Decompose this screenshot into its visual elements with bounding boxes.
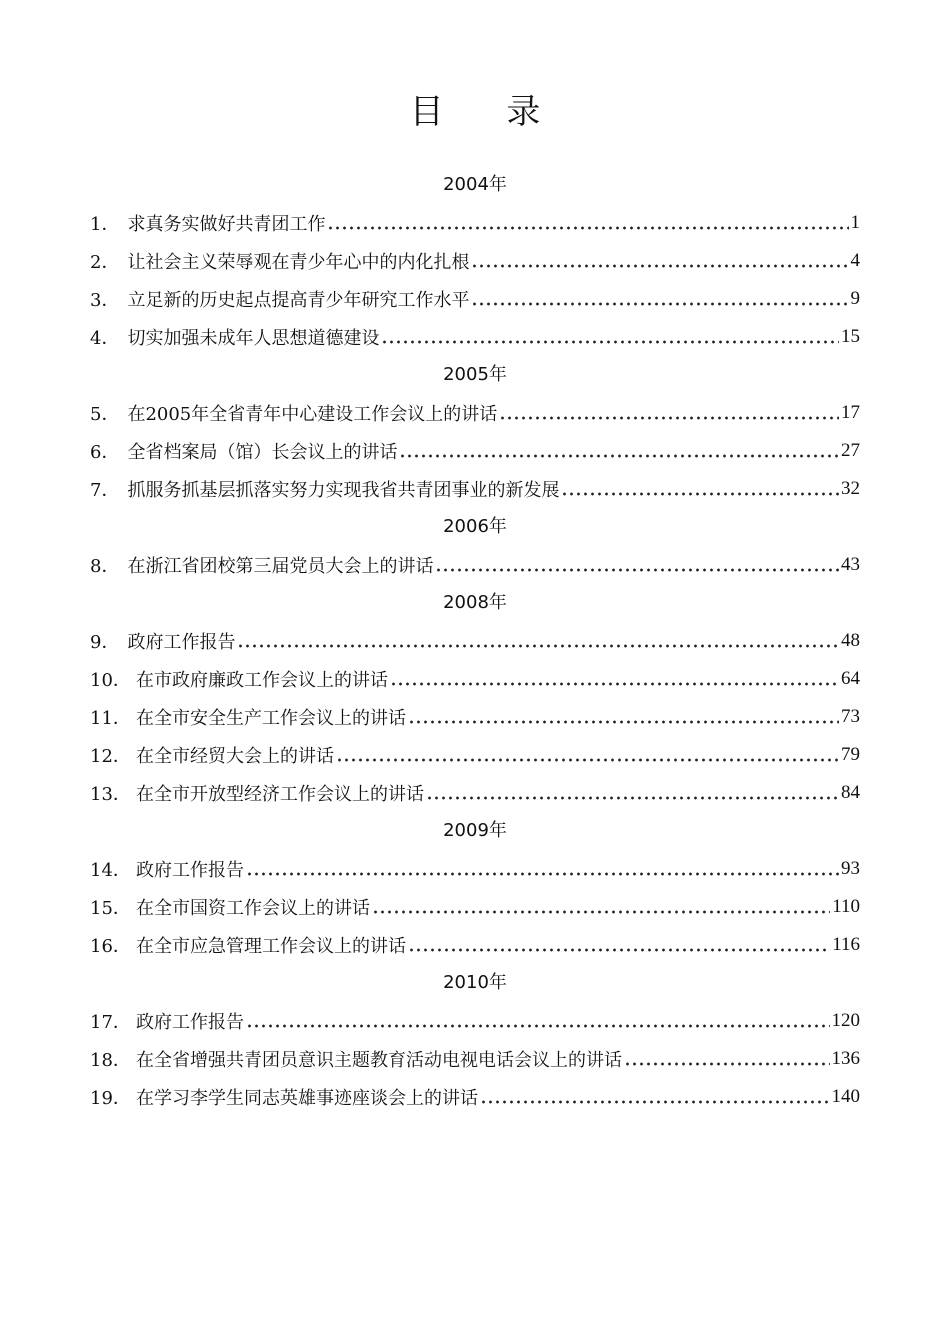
toc-entry[interactable]	[90, 774, 860, 812]
entry-number: 8．	[90, 556, 120, 577]
entry-number: 13．	[90, 784, 131, 805]
dot-leader	[471, 251, 848, 271]
toc-entry[interactable]	[90, 926, 860, 964]
entry-page-number: 116	[832, 934, 860, 955]
toc-entry[interactable]	[90, 888, 860, 926]
entry-title: 在全市经贸大会上的讲话	[136, 746, 334, 767]
entry-page-number: 15	[841, 326, 860, 347]
entry-number: 16．	[90, 936, 131, 957]
entry-title: 在全市安全生产工作会议上的讲话	[136, 708, 406, 729]
dot-leader	[246, 1011, 830, 1031]
entry-title: 全省档案局（馆）长会议上的讲话	[127, 442, 398, 463]
toc-entry[interactable]	[90, 1002, 860, 1040]
toc-entry[interactable]	[90, 280, 860, 318]
entry-page-number: 1	[850, 212, 860, 233]
entry-number: 9．	[90, 632, 120, 653]
entry-title: 在2005年全省青年中心建设工作会议上的讲话	[127, 404, 498, 425]
entry-title: 在全市国资工作会议上的讲话	[136, 898, 370, 919]
entry-title: 让社会主义荣辱观在青少年心中的内化扎根	[127, 252, 470, 273]
entry-title: 在全省增强共青团员意识主题教育活动电视电话会议上的讲话	[136, 1050, 622, 1071]
entry-number: 6．	[90, 442, 120, 463]
entry-number: 12．	[90, 746, 131, 767]
entry-page-number: 110	[832, 896, 860, 917]
entry-title: 抓服务抓基层抓落实努力实现我省共青团事业的新发展	[127, 480, 560, 501]
entry-title: 切实加强未成年人思想道德建设	[127, 328, 380, 349]
year-heading: 2004年	[443, 174, 507, 195]
toc-entry[interactable]	[90, 850, 860, 888]
entry-page-number: 120	[831, 1010, 860, 1031]
entry-number: 10．	[90, 670, 131, 691]
toc-entry[interactable]	[90, 698, 860, 736]
dot-leader	[408, 707, 839, 727]
entry-page-number: 93	[841, 858, 860, 879]
dot-leader	[399, 441, 839, 461]
dot-leader	[237, 631, 839, 651]
year-heading: 2005年	[443, 364, 507, 385]
entry-title: 政府工作报告	[136, 860, 244, 881]
toc-entry[interactable]	[90, 242, 860, 280]
entry-title: 求真务实做好共青团工作	[127, 214, 326, 235]
entry-page-number: 73	[841, 706, 860, 727]
entry-number: 2．	[90, 252, 120, 273]
dot-leader	[390, 669, 839, 689]
entry-number: 14．	[90, 860, 131, 881]
entry-number: 3．	[90, 290, 120, 311]
entry-page-number: 32	[841, 478, 860, 499]
dot-leader	[499, 403, 839, 423]
entry-number: 19．	[90, 1088, 131, 1109]
entry-title: 在全市开放型经济工作会议上的讲话	[136, 784, 424, 805]
dot-leader	[624, 1049, 830, 1069]
entry-number: 7．	[90, 480, 120, 501]
dot-leader	[408, 935, 830, 955]
entry-number: 5．	[90, 404, 120, 425]
toc-entry[interactable]	[90, 1078, 860, 1116]
entry-title: 政府工作报告	[127, 632, 236, 653]
entry-title: 在市政府廉政工作会议上的讲话	[136, 670, 388, 691]
entry-page-number: 64	[841, 668, 860, 689]
entry-page-number: 140	[831, 1086, 860, 1107]
dot-leader	[327, 213, 848, 233]
dot-leader	[561, 479, 839, 499]
entry-page-number: 84	[841, 782, 860, 803]
table-of-contents	[90, 166, 860, 1116]
toc-entry[interactable]	[90, 1040, 860, 1078]
toc-entry[interactable]	[90, 318, 860, 356]
entry-title: 在全市应急管理工作会议上的讲话	[136, 936, 406, 957]
dot-leader	[480, 1087, 830, 1107]
toc-entry[interactable]	[90, 204, 860, 242]
toc-entry[interactable]	[90, 660, 860, 698]
entry-title: 政府工作报告	[136, 1012, 244, 1033]
entry-page-number: 48	[841, 630, 860, 651]
dot-leader	[336, 745, 839, 765]
page-title: 目 录	[409, 92, 567, 132]
entry-page-number: 9	[850, 288, 860, 309]
entry-title: 在学习李学生同志英雄事迹座谈会上的讲话	[136, 1088, 478, 1109]
entry-title: 在浙江省团校第三届党员大会上的讲话	[127, 556, 434, 577]
entry-page-number: 136	[831, 1048, 860, 1069]
toc-entry[interactable]	[90, 622, 860, 660]
toc-entry[interactable]	[90, 470, 860, 508]
entry-number: 11．	[90, 708, 131, 729]
year-heading: 2009年	[443, 820, 507, 841]
toc-entry[interactable]	[90, 736, 860, 774]
dot-leader	[246, 859, 839, 879]
entry-number: 17．	[90, 1012, 131, 1033]
dot-leader	[435, 555, 839, 575]
entry-page-number: 4	[850, 250, 860, 271]
entry-page-number: 79	[841, 744, 860, 765]
dot-leader	[381, 327, 839, 347]
dot-leader	[426, 783, 839, 803]
entry-number: 15．	[90, 898, 131, 919]
year-heading: 2008年	[443, 592, 507, 613]
entry-number: 4．	[90, 328, 120, 349]
entry-number: 1．	[90, 214, 120, 235]
dot-leader	[471, 289, 848, 309]
entry-number: 18．	[90, 1050, 131, 1071]
entry-page-number: 17	[841, 402, 860, 423]
entry-title: 立足新的历史起点提高青少年研究工作水平	[127, 290, 470, 311]
dot-leader	[372, 897, 830, 917]
toc-entry[interactable]	[90, 432, 860, 470]
entry-page-number: 43	[841, 554, 860, 575]
toc-entry[interactable]	[90, 546, 860, 584]
year-heading: 2010年	[443, 972, 507, 993]
year-heading: 2006年	[443, 516, 507, 537]
toc-entry[interactable]	[90, 394, 860, 432]
entry-page-number: 27	[841, 440, 860, 461]
